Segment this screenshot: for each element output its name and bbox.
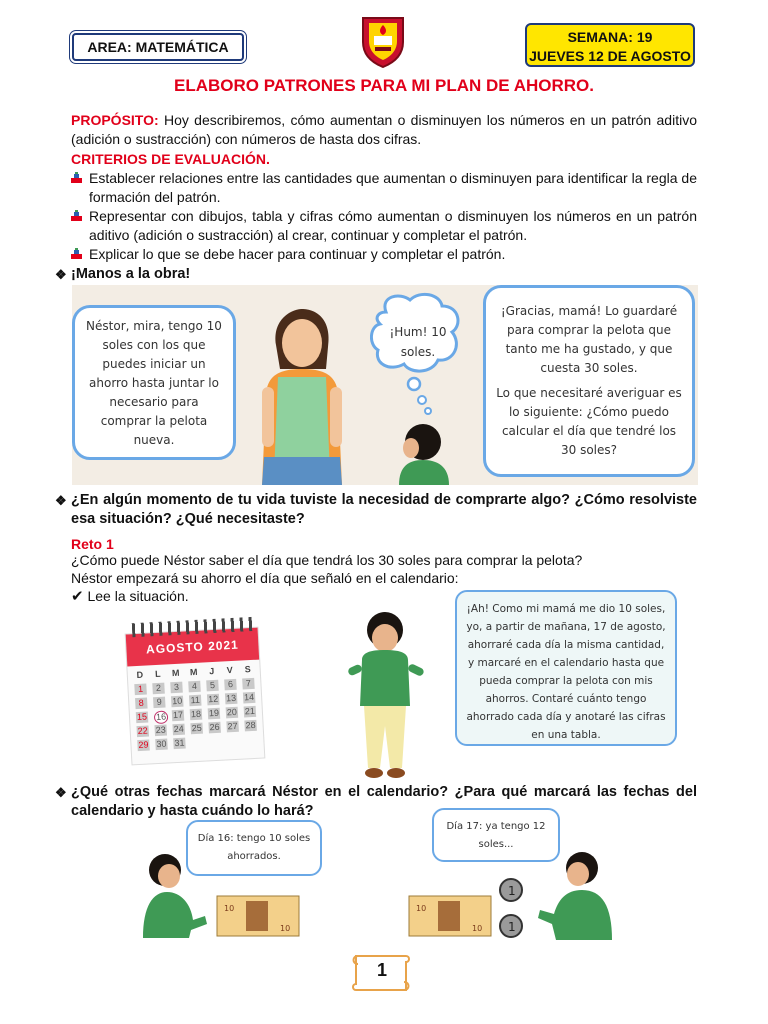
week-label: SEMANA: 19 [567, 29, 653, 45]
calendar-day: 13 [225, 692, 237, 704]
calendar-day: 20 [226, 706, 238, 718]
calendar-day: 30 [156, 738, 167, 750]
calendar-day: 29 [138, 739, 149, 751]
purpose-text: Hoy describiremos, cómo aumentan o disminuyen los números en un patrón aditivo (adición o sustracción) con números de hasta dos cifras. [71, 112, 697, 147]
calendar-day: 8 [135, 698, 148, 710]
calendar-weekday: D [136, 669, 144, 681]
calendar-page [125, 627, 266, 766]
question-1: ❖ ¿En algún momento de tu vida tuviste la necesidad de comprarte algo? ¿Cómo resolviste esa situación? ¿Qué necesitaste? [55, 492, 697, 527]
day17-bubble: Día 17: ya tengo 12 soles... [432, 808, 560, 862]
calendar [120, 608, 268, 768]
banknote-icon [408, 895, 492, 937]
svg-text:10: 10 [416, 904, 427, 913]
bullet-icon [71, 172, 82, 184]
calendar-day: 31 [174, 737, 185, 749]
week-date-box [525, 23, 695, 67]
calendar-day: 15 [136, 711, 148, 723]
calendar-weekday: V [226, 664, 233, 676]
manos-heading: ❖ ¡Manos a la obra! [55, 266, 191, 282]
calendar-day: 24 [173, 723, 184, 735]
calendar-day: 2 [152, 683, 165, 695]
calendar-day: 5 [206, 680, 219, 692]
purpose-label: PROPÓSITO: [71, 112, 159, 128]
calendar-day: 18 [190, 708, 202, 720]
bullet-icon [71, 210, 82, 222]
calendar-day: 14 [243, 691, 255, 703]
svg-text:10: 10 [472, 924, 483, 933]
area-label: AREA: MATEMÁTICA [72, 33, 244, 61]
boy-right-figure [530, 848, 620, 940]
day16-bubble: Día 16: tengo 10 soles ahorrados. [186, 820, 322, 876]
mother-figure [244, 307, 359, 485]
calendar-day: 1 [134, 684, 147, 696]
calendar-day: 28 [245, 719, 256, 731]
calendar-day: 27 [227, 720, 238, 732]
banknote-icon [216, 895, 300, 937]
calendar-weekday: M [189, 666, 198, 678]
situation-text-box: ¡Ah! Como mi mamá me dio 10 soles, yo, a partir de mañana, 17 de agosto, ahorraré cada día la misma cantidad, y marcaré en el calendario hasta que pueda comprar la pelota con mis ahorros. Contaré cuánto tengo ahorrado cada día y anotaré las cifras en una tabla. [455, 590, 677, 746]
calendar-day: 17 [172, 709, 184, 721]
bullet-icon [71, 248, 82, 260]
calendar-weekday: S [244, 664, 251, 675]
calendar-day: 23 [155, 724, 166, 736]
diamond-bullet-icon: ❖ [55, 493, 67, 508]
calendar-title: AGOSTO 2021 [126, 628, 259, 667]
criteria-item: Establecer relaciones entre las cantidades que aumentan o disminuyen para identificar la regla de formación del patrón. [71, 169, 697, 207]
reto-line-2: Néstor empezará su ahorro el día que señaló en el calendario: [71, 570, 459, 586]
diamond-bullet-icon: ❖ [55, 785, 67, 800]
mom-speech-bubble: Néstor, mira, tengo 10 soles con los que puedes iniciar un ahorro hasta juntar lo necesario para comprar la pelota nueva. [72, 305, 236, 460]
svg-text:1: 1 [508, 920, 516, 934]
calendar-day: 9 [153, 697, 166, 709]
calendar-day: 21 [244, 705, 256, 717]
coins-icon [498, 878, 524, 940]
criteria-heading: CRITERIOS DE EVALUACIÓN. [71, 151, 270, 167]
checkmark-icon: ✔ [71, 588, 84, 605]
calendar-day: 16 [154, 710, 169, 724]
diamond-bullet-icon: ❖ [55, 267, 67, 282]
calendar-day: 11 [190, 694, 201, 706]
boy-figure [393, 418, 455, 485]
calendar-day: 12 [207, 693, 219, 705]
page-title: ELABORO PATRONES PARA MI PLAN DE AHORRO. [174, 76, 594, 95]
calendar-grid [127, 660, 264, 762]
criteria-item: Representar con dibujos, tabla y cifras cómo aumentan o disminuyen los números en un patrón aditivo (adición o sustracción) al crear, continuar y completar el patrón. [71, 207, 697, 245]
calendar-day: 6 [224, 679, 237, 691]
calendar-day: 4 [188, 681, 201, 693]
calendar-day: 22 [137, 725, 149, 737]
school-crest [360, 14, 406, 68]
reto-line-1: ¿Cómo puede Néstor saber el día que tendrá los 30 soles para comprar la pelota? [71, 552, 583, 568]
calendar-day: 7 [242, 678, 255, 690]
svg-text:1: 1 [508, 884, 516, 898]
calendar-day: 10 [171, 695, 183, 707]
reto-check-item: ✔ Lee la situación. [71, 588, 189, 605]
thought-text: ¡Hum! 10 soles. [389, 325, 447, 359]
calendar-day: 25 [191, 722, 202, 734]
question-2: ❖ ¿Qué otras fechas marcará Néstor en el calendario? ¿Para qué marcará las fechas del calendario y hasta cuándo lo hará? [55, 784, 697, 819]
calendar-weekday: M [171, 667, 180, 679]
calendar-weekday: L [154, 668, 161, 680]
calendar-day: 19 [208, 707, 220, 719]
date-label: JUEVES 12 DE AGOSTO [529, 48, 691, 64]
calendar-day: 3 [170, 682, 183, 694]
boy-standing-figure [340, 608, 430, 783]
boy-speech-bubble: ¡Gracias, mamá! Lo guardaré para comprar la pelota que tanto me ha gustado, y que cuesta 30 soles. Lo que necesitaré averiguar es lo siguiente: ¿Cómo puedo calcular el día que tendré los 30 soles? [483, 285, 695, 477]
calendar-weekday: J [208, 665, 215, 677]
criteria-item: Explicar lo que se debe hacer para continuar y completar el patrón. [71, 245, 697, 264]
calendar-day: 26 [209, 721, 220, 733]
svg-text:10: 10 [224, 904, 235, 913]
reto-heading: Reto 1 [71, 536, 114, 552]
purpose-paragraph [71, 111, 697, 149]
page-number: 1 [376, 960, 387, 980]
svg-text:10: 10 [280, 924, 291, 933]
